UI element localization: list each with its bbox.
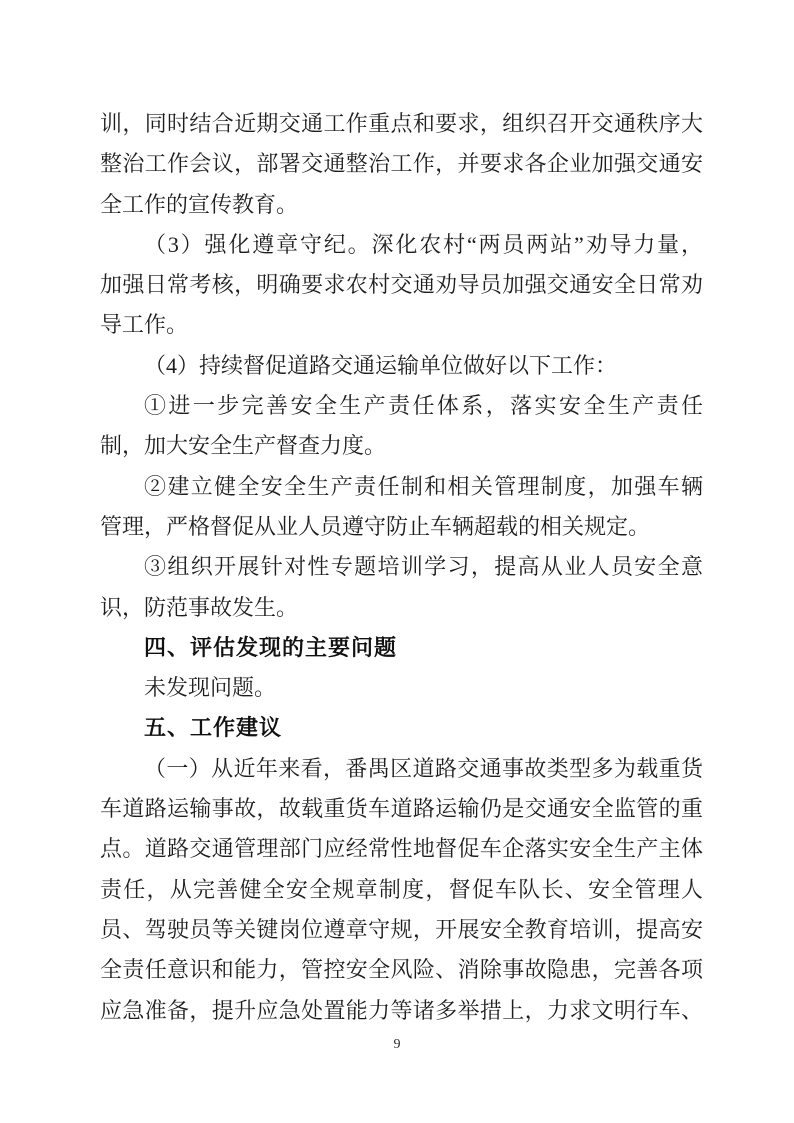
document-body <box>100 104 703 1031</box>
section-heading: 五、工作建议 <box>144 715 283 741</box>
paragraph-line: 车道路运输事故，故载重货车道路运输仍是交通安全监管的重 <box>100 796 703 822</box>
paragraph-line: ①进一步完善安全生产责任体系，落实安全生产责任 <box>144 393 703 419</box>
paragraph-line: 管理，严格督促从业人员遵守防止车辆超载的相关规定。 <box>100 513 651 539</box>
paragraph-line: 加强日常考核，明确要求农村交通劝导员加强交通安全日常劝 <box>100 272 703 298</box>
paragraph-line: （3）强化遵章守纪。深化农村“两员两站”劝导力量， <box>144 231 703 257</box>
paragraph-line: 识，防范事故发生。 <box>100 594 299 620</box>
section-heading: 四、评估发现的主要问题 <box>144 634 398 660</box>
paragraph-line: 训，同时结合近期交通工作重点和要求，组织召开交通秩序大 <box>100 111 703 136</box>
paragraph-line: 应急准备，提升应急处置能力等诸多举措上，力求文明行车、 <box>100 997 703 1023</box>
paragraph-line: ③组织开展针对性专题培训学习，提高从业人员安全意 <box>144 554 703 580</box>
paragraph-line: 全责任意识和能力，管控安全风险、消除事故隐患，完善各项 <box>100 957 703 983</box>
paragraph-line: 员、驾驶员等关键岗位遵章守规，开展安全教育培训，提高安 <box>100 916 703 942</box>
paragraph-line: 整治工作会议，部署交通整治工作，并要求各企业加强交通安 <box>100 151 703 177</box>
page-number: 9 <box>393 1037 401 1052</box>
paragraph-line: （一）从近年来看，番禺区道路交通事故类型多为载重货 <box>144 755 703 781</box>
paragraph-line: ②建立健全安全生产责任制和相关管理制度，加强车辆 <box>144 473 703 499</box>
paragraph-line: 导工作。 <box>100 312 189 338</box>
paragraph-line: 制，加大安全生产督查力度。 <box>100 433 387 459</box>
paragraph-line: 点。道路交通管理部门应经常性地督促车企落实安全生产主体 <box>100 836 703 862</box>
paragraph-line: 全工作的宣传教育。 <box>100 191 299 217</box>
paragraph-line: 未发现问题。 <box>144 675 277 701</box>
paragraph-line: 责任，从完善健全安全规章制度，督促车队长、安全管理人 <box>100 876 703 902</box>
paragraph-line: （4）持续督促道路交通运输单位做好以下工作： <box>144 352 618 378</box>
